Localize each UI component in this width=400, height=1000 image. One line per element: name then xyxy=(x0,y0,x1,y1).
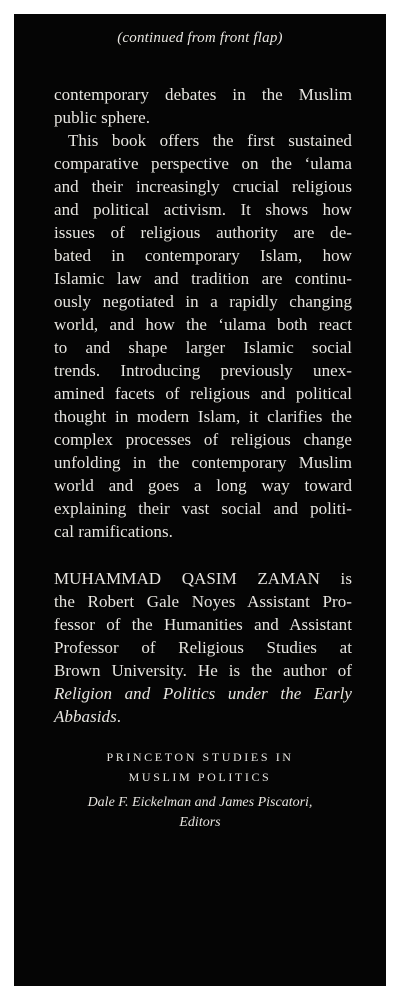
author-bio-line-2: the Robert Gale Noyes Assistant Pro- xyxy=(54,592,352,611)
paragraph-2-line-8: ously negotiated in a rapidly changing xyxy=(54,292,352,311)
paragraph-2-line-9: world, and how the ‘ulama both react xyxy=(54,315,352,334)
paragraph-2-line-2: comparative perspective on the ‘ulama xyxy=(54,154,352,173)
paragraph-2-line-4: and political activism. It shows how xyxy=(54,200,352,219)
paragraph-2-line-13: thought in modern Islam, it clarifies the xyxy=(54,407,352,426)
book-title-end-italic: Abbasids xyxy=(54,707,117,726)
series-title-line-1: PRINCETON STUDIES IN xyxy=(106,750,294,764)
paragraph-2-line-16: world and goes a long way toward xyxy=(54,476,352,495)
paragraph-2-line-18: cal ramifications. xyxy=(54,522,173,541)
paragraph-2-line-5: issues of religious authority are de- xyxy=(54,223,352,242)
paragraph-2-line-10: to and shape larger Islamic social xyxy=(54,338,352,357)
paragraph-2-line-14: complex processes of religious change xyxy=(54,430,352,449)
paragraph-2-line-1: This book offers the first sustained xyxy=(68,131,352,150)
book-flap xyxy=(14,14,386,986)
paragraph-1-line-1: contemporary debates in the Muslim xyxy=(54,85,352,104)
paragraph-1-line-2: public sphere. xyxy=(54,108,151,127)
author-bio-line-4: Professor of Religious Studies at xyxy=(54,638,352,657)
book-title-period: . xyxy=(116,707,122,726)
paragraph-2-line-6: bated in contemporary Islam, how xyxy=(54,246,352,265)
paragraph-2-line-17: explaining their vast social and politi- xyxy=(54,499,352,518)
author-bio-line-1: MUHAMMAD QASIM ZAMAN is xyxy=(54,569,352,588)
series-editors-line-2: Editors xyxy=(179,815,221,830)
continued-note: (continued from front flap) xyxy=(117,30,283,46)
book-title-line-1: Religion and Politics under the Early xyxy=(54,684,352,703)
paragraph-2-line-11: trends. Introducing previously unex- xyxy=(54,361,352,380)
series-title-line-2: MUSLIM POLITICS xyxy=(128,770,272,784)
paragraph-2-line-12: amined facets of religious and political xyxy=(54,384,352,403)
paragraph-2-line-7: Islamic law and tradition are continu- xyxy=(54,269,352,288)
paragraph-2-line-15: unfolding in the contemporary Muslim xyxy=(54,453,352,472)
book-title-line-2 xyxy=(54,708,352,725)
author-bio-line-3: fessor of the Humanities and Assistant xyxy=(54,615,352,634)
author-bio-line-5: Brown University. He is the author of xyxy=(54,661,352,680)
series-editors-line-1: Dale F. Eickelman and James Piscatori, xyxy=(87,795,313,810)
paragraph-2-line-3: and their increasingly crucial religious xyxy=(54,177,352,196)
